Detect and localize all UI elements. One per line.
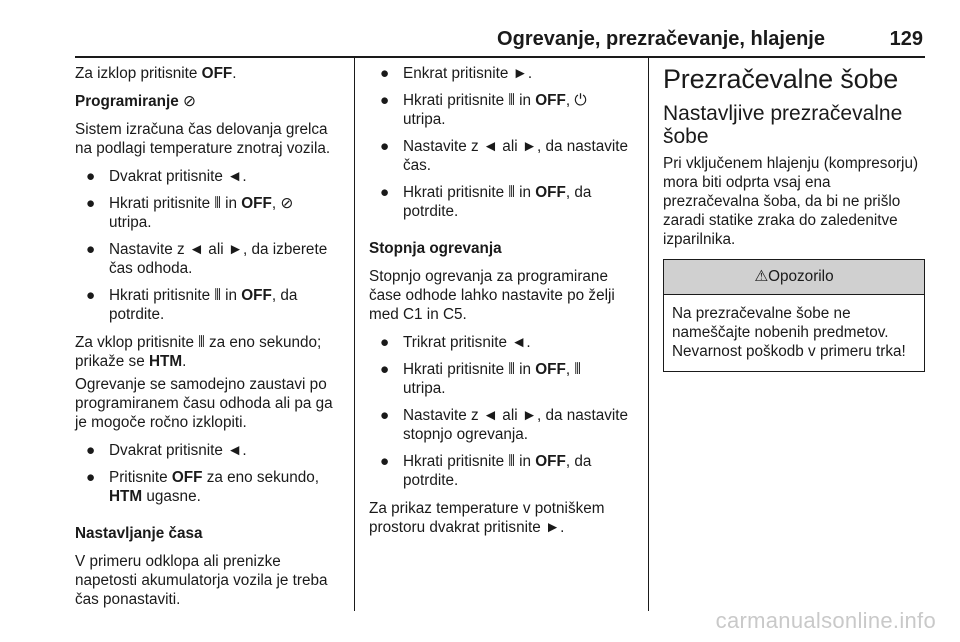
bullet-icon: ● bbox=[380, 361, 390, 378]
right-arrow-icon: ► bbox=[545, 519, 561, 536]
bullet-icon: ● bbox=[86, 442, 96, 459]
right-arrow-icon: ► bbox=[227, 241, 244, 258]
level-text: Stopnjo ogrevanja za programirane čase odhode lahko nastavite po želji med C1 in C5. bbox=[369, 268, 615, 323]
list-item: ● Nastavite z ◄ ali ►, da nastavite čas. bbox=[380, 138, 629, 174]
list-item: ● Nastavite z ◄ ali ►, da nastavite stopnjo ogrevanja. bbox=[380, 407, 629, 443]
list-item: ● Hkrati pritisnite ⫴ in OFF, ⏻ utripa. bbox=[380, 92, 587, 128]
warning-body bbox=[664, 295, 924, 371]
level-heading: Stopnja ogrevanja bbox=[369, 240, 502, 257]
programming-heading: Programiranje ⊘ bbox=[75, 93, 196, 110]
header-rule bbox=[75, 56, 925, 58]
bullet-icon: ● bbox=[380, 453, 390, 470]
power-icon: ⏻ bbox=[574, 92, 587, 109]
list-item: ● Trikrat pritisnite ◄. bbox=[380, 334, 531, 351]
time-heading: Nastavljanje časa bbox=[75, 525, 203, 542]
page-header bbox=[75, 26, 925, 56]
heater-icon: ⫴ bbox=[198, 334, 205, 351]
program-clock-icon: ⊘ bbox=[182, 93, 196, 110]
watermark: carmanualsonline.info bbox=[715, 608, 936, 633]
list-item: ● Dvakrat pritisnite ◄. bbox=[86, 442, 247, 459]
section-title: Prezračevalne šobe bbox=[663, 64, 899, 94]
switch-on-paragraph: Za vklop pritisnite ⫴ za eno sekundo; prikaže se HTM. bbox=[75, 334, 322, 370]
list-item: ● Hkrati pritisnite ⫴ in OFF, ⊘ utripa. bbox=[86, 195, 294, 231]
page-number: 129 bbox=[889, 28, 923, 50]
bullet-icon: ● bbox=[86, 287, 96, 304]
list-item: ● Hkrati pritisnite ⫴ in OFF, ⫴ utripa. bbox=[380, 361, 581, 397]
bullet-icon: ● bbox=[380, 184, 390, 201]
warning-title: Opozorilo bbox=[768, 268, 834, 285]
vents-text: Pri vključenem hlajenju (kompresorju) mora biti odprta vsaj ena prezračevalna šoba, da bi ne prišlo zaradi statike zraka do zaledenitve izparilnika. bbox=[663, 155, 919, 248]
list-item: ● Dvakrat pritisnite ◄. bbox=[86, 168, 247, 185]
bullet-icon: ● bbox=[380, 92, 390, 109]
column-1 bbox=[75, 64, 343, 618]
heater-icon: ⫴ bbox=[214, 195, 221, 212]
list-item: ● Hkrati pritisnite ⫴ in OFF, da potrdite. bbox=[380, 453, 592, 489]
bullet-icon: ● bbox=[380, 65, 390, 82]
right-arrow-icon: ► bbox=[512, 65, 528, 82]
autostop-paragraph: Ogrevanje se samodejno zaustavi po programiranem času odhoda ali pa ga je mogoče ročno izklopiti. bbox=[75, 376, 333, 431]
left-arrow-icon: ◄ bbox=[482, 407, 499, 424]
heater-icon: ⫴ bbox=[574, 361, 581, 378]
left-arrow-icon: ◄ bbox=[482, 138, 499, 155]
subsection-title: Nastavljive prezračevalne šobe bbox=[663, 102, 903, 148]
left-arrow-icon: ◄ bbox=[227, 168, 243, 185]
off-paragraph: Za izklop pritisnite OFF. bbox=[75, 65, 237, 82]
heater-icon: ⫴ bbox=[508, 361, 515, 378]
bullet-icon: ● bbox=[86, 168, 96, 185]
programming-steps bbox=[75, 167, 343, 324]
column-divider-2 bbox=[648, 58, 649, 611]
list-item: ● Pritisnite OFF za eno sekundo, HTM ugasne. bbox=[86, 469, 320, 505]
warning-text: Na prezračevalne šobe ne nameščajte nobenih predmetov. Nevarnost poškodb v primeru trka! bbox=[672, 305, 906, 360]
right-arrow-icon: ► bbox=[521, 138, 538, 155]
time-steps bbox=[369, 64, 635, 221]
heater-icon: ⫴ bbox=[508, 92, 515, 109]
list-item: ● Enkrat pritisnite ►. bbox=[380, 65, 533, 82]
heater-icon: ⫴ bbox=[508, 453, 515, 470]
level-steps bbox=[369, 333, 635, 490]
heater-icon: ⫴ bbox=[508, 184, 515, 201]
warning-icon: ⚠ bbox=[754, 268, 769, 285]
temperature-paragraph: Za prikaz temperature v potniškem prostoru dvakrat pritisnite ►. bbox=[369, 500, 605, 536]
warning-header bbox=[664, 260, 924, 295]
column-2 bbox=[369, 64, 635, 546]
warning-box bbox=[663, 259, 925, 372]
column-3 bbox=[663, 64, 925, 372]
header-title: Ogrevanje, prezračevanje, hlajenje bbox=[497, 28, 825, 50]
right-arrow-icon: ► bbox=[521, 407, 538, 424]
left-arrow-icon: ◄ bbox=[188, 241, 205, 258]
list-item: ● Hkrati pritisnite ⫴ in OFF, da potrdite. bbox=[86, 287, 298, 323]
programming-text: Sistem izračuna čas delovanja grelca na podlagi temperature znotraj vozila. bbox=[75, 121, 331, 157]
bullet-icon: ● bbox=[86, 195, 96, 212]
bullet-icon: ● bbox=[86, 241, 96, 258]
left-arrow-icon: ◄ bbox=[511, 334, 527, 351]
column-divider-1 bbox=[354, 58, 355, 611]
time-text: V primeru odklopa ali prenizke napetosti akumulatorja vozila je treba čas ponastaviti. bbox=[75, 553, 328, 608]
list-item: ● Hkrati pritisnite ⫴ in OFF, da potrdite. bbox=[380, 184, 592, 220]
program-clock-icon: ⊘ bbox=[280, 195, 294, 212]
bullet-icon: ● bbox=[380, 138, 390, 155]
heater-icon: ⫴ bbox=[214, 287, 221, 304]
bullet-icon: ● bbox=[380, 334, 390, 351]
bullet-icon: ● bbox=[86, 469, 96, 486]
left-arrow-icon: ◄ bbox=[227, 442, 243, 459]
list-item: ● Nastavite z ◄ ali ►, da izberete čas odhoda. bbox=[86, 241, 328, 277]
bullet-icon: ● bbox=[380, 407, 390, 424]
stop-steps bbox=[75, 441, 343, 506]
